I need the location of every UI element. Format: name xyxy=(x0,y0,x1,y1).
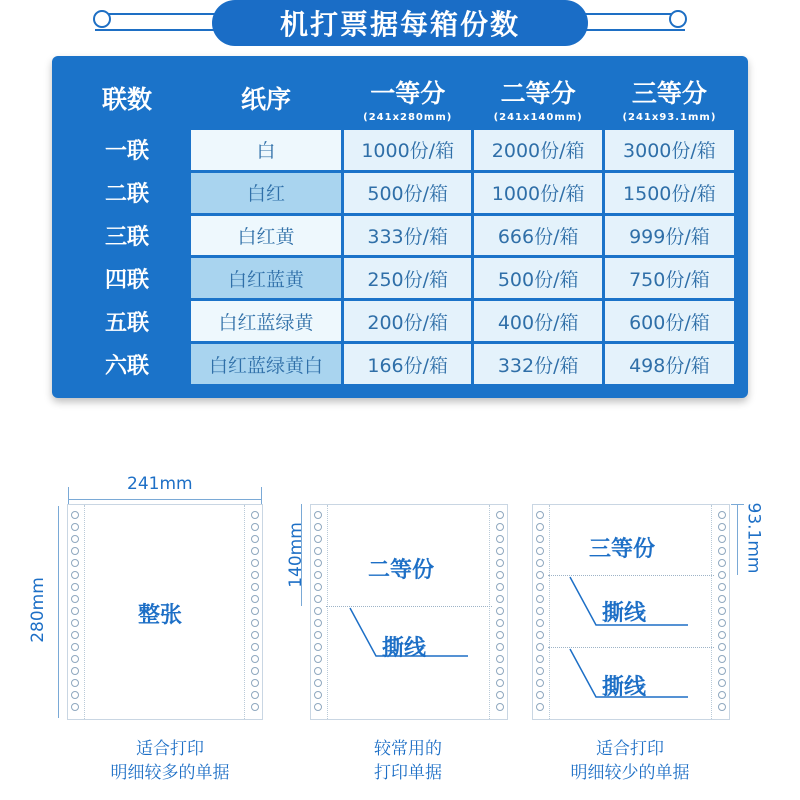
sprocket-hole xyxy=(718,511,726,519)
row-ply: 六联 xyxy=(104,353,149,379)
sprocket-hole xyxy=(718,523,726,531)
third-sheet-caption xyxy=(530,737,730,785)
sprocket-hole xyxy=(536,583,544,591)
sprocket-hole xyxy=(71,535,79,543)
sprocket-hole xyxy=(251,571,259,579)
sprocket-hole xyxy=(536,667,544,675)
sprocket-hole xyxy=(496,571,504,579)
sprocket-hole xyxy=(496,619,504,627)
sprocket-hole xyxy=(718,643,726,651)
sprocket-hole xyxy=(314,703,322,711)
sprocket-hole xyxy=(314,655,322,663)
row-ply: 一联 xyxy=(104,139,149,165)
height-dimension-line xyxy=(58,506,59,718)
row-full-qty: 250份/箱 xyxy=(344,258,471,298)
header-ply: 联数 xyxy=(101,85,152,114)
sprocket-hole xyxy=(496,547,504,555)
table-header-row xyxy=(66,69,734,127)
tear-label: 撕线 xyxy=(602,675,647,700)
sprocket-hole xyxy=(71,631,79,639)
sprocket-hole xyxy=(251,691,259,699)
sprocket-hole xyxy=(536,523,544,531)
sprocket-hole xyxy=(536,655,544,663)
sprocket-hole xyxy=(496,595,504,603)
caption-line: 明细较少的单据 xyxy=(570,763,690,783)
row-paper: 白红蓝绿黄 xyxy=(191,301,341,341)
box-quantity-table xyxy=(63,66,737,387)
sprocket-hole xyxy=(314,595,322,603)
sprocket-hole xyxy=(251,535,259,543)
caption-line: 较常用的 xyxy=(374,739,442,759)
sprocket-hole xyxy=(718,703,726,711)
sprocket-hole xyxy=(536,607,544,615)
sprocket-hole xyxy=(71,619,79,627)
tear-label: 撕线 xyxy=(382,636,427,661)
sprocket-hole xyxy=(718,667,726,675)
sprocket-hole xyxy=(71,679,79,687)
row-paper: 白红 xyxy=(191,173,341,213)
sprocket-hole xyxy=(718,583,726,591)
table-row xyxy=(66,301,734,341)
header-full-size: 一等分 (241x280mm) xyxy=(363,78,453,123)
row-ply: 三联 xyxy=(104,225,149,251)
sprocket-hole xyxy=(536,619,544,627)
row-paper: 白红蓝绿黄白 xyxy=(191,344,341,384)
row-third-qty: 3000份/箱 xyxy=(605,130,734,170)
sprocket-hole xyxy=(251,547,259,555)
sprocket-hole xyxy=(71,547,79,555)
sprocket-hole xyxy=(71,667,79,675)
sprocket-hole xyxy=(718,571,726,579)
sprocket-hole xyxy=(251,511,259,519)
height-dimension-label: 280mm xyxy=(27,577,48,643)
full-sheet-label: 整张 xyxy=(138,603,183,628)
caption-line: 明细较多的单据 xyxy=(110,763,230,783)
sprocket-rail xyxy=(711,505,713,719)
sprocket-hole xyxy=(496,655,504,663)
sprocket-hole xyxy=(536,547,544,555)
caption-line: 适合打印 xyxy=(136,739,204,759)
row-full-qty: 200份/箱 xyxy=(344,301,471,341)
sprocket-hole xyxy=(71,523,79,531)
table-row xyxy=(66,130,734,170)
caption-line: 适合打印 xyxy=(596,739,664,759)
sprocket-hole xyxy=(536,691,544,699)
sprocket-hole xyxy=(71,655,79,663)
sprocket-hole xyxy=(536,703,544,711)
row-half-qty: 332份/箱 xyxy=(474,344,601,384)
row-half-qty: 1000份/箱 xyxy=(474,173,601,213)
sprocket-hole xyxy=(314,511,322,519)
sprocket-hole xyxy=(496,607,504,615)
full-sheet-caption xyxy=(70,737,270,785)
sprocket-hole xyxy=(718,595,726,603)
sprocket-hole xyxy=(251,679,259,687)
sprocket-hole xyxy=(251,631,259,639)
sprocket-rail xyxy=(327,505,329,719)
sprocket-hole xyxy=(71,703,79,711)
row-third-qty: 999份/箱 xyxy=(605,216,734,256)
half-sheet-label: 二等份 xyxy=(368,558,435,583)
sprocket-holes xyxy=(493,505,507,719)
row-third-qty: 750份/箱 xyxy=(605,258,734,298)
sprocket-hole xyxy=(718,607,726,615)
third-sheet-label: 三等份 xyxy=(589,537,656,562)
sprocket-hole xyxy=(496,583,504,591)
sprocket-hole xyxy=(71,583,79,591)
sprocket-holes xyxy=(533,505,547,719)
sprocket-rail xyxy=(549,505,551,719)
sprocket-hole xyxy=(496,679,504,687)
sprocket-hole xyxy=(718,691,726,699)
sprocket-rail xyxy=(84,505,86,719)
sprocket-hole xyxy=(314,535,322,543)
row-ply: 五联 xyxy=(104,310,149,336)
sprocket-hole xyxy=(314,631,322,639)
sprocket-hole xyxy=(251,703,259,711)
row-half-qty: 500份/箱 xyxy=(474,258,601,298)
sprocket-hole xyxy=(496,535,504,543)
sprocket-holes xyxy=(715,505,729,719)
sprocket-hole xyxy=(496,523,504,531)
row-third-qty: 498份/箱 xyxy=(605,344,734,384)
sprocket-hole xyxy=(251,643,259,651)
sprocket-hole xyxy=(496,643,504,651)
sprocket-hole xyxy=(718,559,726,567)
sprocket-hole xyxy=(251,619,259,627)
sprocket-hole xyxy=(314,607,322,615)
sprocket-holes xyxy=(248,505,262,719)
sprocket-hole xyxy=(314,559,322,567)
sprocket-hole xyxy=(496,691,504,699)
row-half-qty: 2000份/箱 xyxy=(474,130,601,170)
sprocket-hole xyxy=(496,559,504,567)
sprocket-hole xyxy=(536,679,544,687)
sprocket-hole xyxy=(536,571,544,579)
sprocket-hole xyxy=(71,691,79,699)
sprocket-hole xyxy=(496,631,504,639)
sprocket-hole xyxy=(251,607,259,615)
sprocket-hole xyxy=(536,511,544,519)
sprocket-hole xyxy=(314,619,322,627)
row-half-qty: 666份/箱 xyxy=(474,216,601,256)
half-sheet-caption xyxy=(308,737,508,785)
sprocket-hole xyxy=(718,619,726,627)
sprocket-hole xyxy=(251,655,259,663)
page-title: 机打票据每箱份数 xyxy=(212,0,588,46)
width-dimension-line xyxy=(68,499,262,500)
sprocket-hole xyxy=(536,559,544,567)
height-dimension-tick xyxy=(731,504,744,505)
row-full-qty: 333份/箱 xyxy=(344,216,471,256)
sprocket-hole xyxy=(71,643,79,651)
height-dimension-label: 140mm xyxy=(285,522,306,588)
row-third-qty: 600份/箱 xyxy=(605,301,734,341)
sprocket-hole xyxy=(314,667,322,675)
sprocket-hole xyxy=(314,571,322,579)
box-quantity-table-card xyxy=(52,56,748,398)
sprocket-hole xyxy=(536,631,544,639)
sprocket-hole xyxy=(71,607,79,615)
sprocket-rail xyxy=(244,505,246,719)
height-dimension-label: 93.1mm xyxy=(743,502,764,574)
row-paper: 白 xyxy=(191,130,341,170)
sprocket-hole xyxy=(71,595,79,603)
sprocket-hole xyxy=(251,583,259,591)
width-dimension-label: 241mm xyxy=(127,474,193,494)
sprocket-hole xyxy=(314,523,322,531)
sprocket-hole xyxy=(718,535,726,543)
sprocket-hole xyxy=(314,643,322,651)
sprocket-hole xyxy=(496,703,504,711)
table-row xyxy=(66,344,734,384)
row-half-qty: 400份/箱 xyxy=(474,301,601,341)
row-paper: 白红黄 xyxy=(191,216,341,256)
sprocket-hole xyxy=(718,655,726,663)
sprocket-hole xyxy=(314,679,322,687)
sprocket-hole xyxy=(718,679,726,687)
header-paper-order: 纸序 xyxy=(240,85,291,114)
sprocket-rail xyxy=(489,505,491,719)
sprocket-hole xyxy=(536,643,544,651)
table-row xyxy=(66,216,734,256)
sprocket-holes xyxy=(311,505,325,719)
sprocket-hole xyxy=(71,511,79,519)
height-dimension-line xyxy=(737,504,738,575)
caption-line: 打印单据 xyxy=(374,763,442,783)
sprocket-hole xyxy=(251,595,259,603)
sprocket-hole xyxy=(496,667,504,675)
sprocket-hole xyxy=(314,547,322,555)
header-half-size: 二等分 (241x140mm) xyxy=(493,78,583,123)
row-full-qty: 166份/箱 xyxy=(344,344,471,384)
sprocket-hole xyxy=(314,583,322,591)
row-paper: 白红蓝黄 xyxy=(191,258,341,298)
row-ply: 二联 xyxy=(104,182,149,208)
sprocket-hole xyxy=(496,511,504,519)
sprocket-holes xyxy=(68,505,82,719)
sprocket-hole xyxy=(536,535,544,543)
table-row xyxy=(66,258,734,298)
sprocket-hole xyxy=(718,631,726,639)
row-third-qty: 1500份/箱 xyxy=(605,173,734,213)
table-row xyxy=(66,173,734,213)
tear-label: 撕线 xyxy=(602,601,647,626)
sprocket-hole xyxy=(718,547,726,555)
row-full-qty: 1000份/箱 xyxy=(344,130,471,170)
sprocket-hole xyxy=(71,559,79,567)
sprocket-hole xyxy=(251,523,259,531)
sprocket-hole xyxy=(251,559,259,567)
sprocket-hole xyxy=(71,571,79,579)
sprocket-hole xyxy=(314,691,322,699)
sprocket-hole xyxy=(536,595,544,603)
sprocket-hole xyxy=(251,667,259,675)
header-third-size: 三等分 (241x93.1mm) xyxy=(622,78,717,123)
row-full-qty: 500份/箱 xyxy=(344,173,471,213)
row-ply: 四联 xyxy=(104,267,149,293)
